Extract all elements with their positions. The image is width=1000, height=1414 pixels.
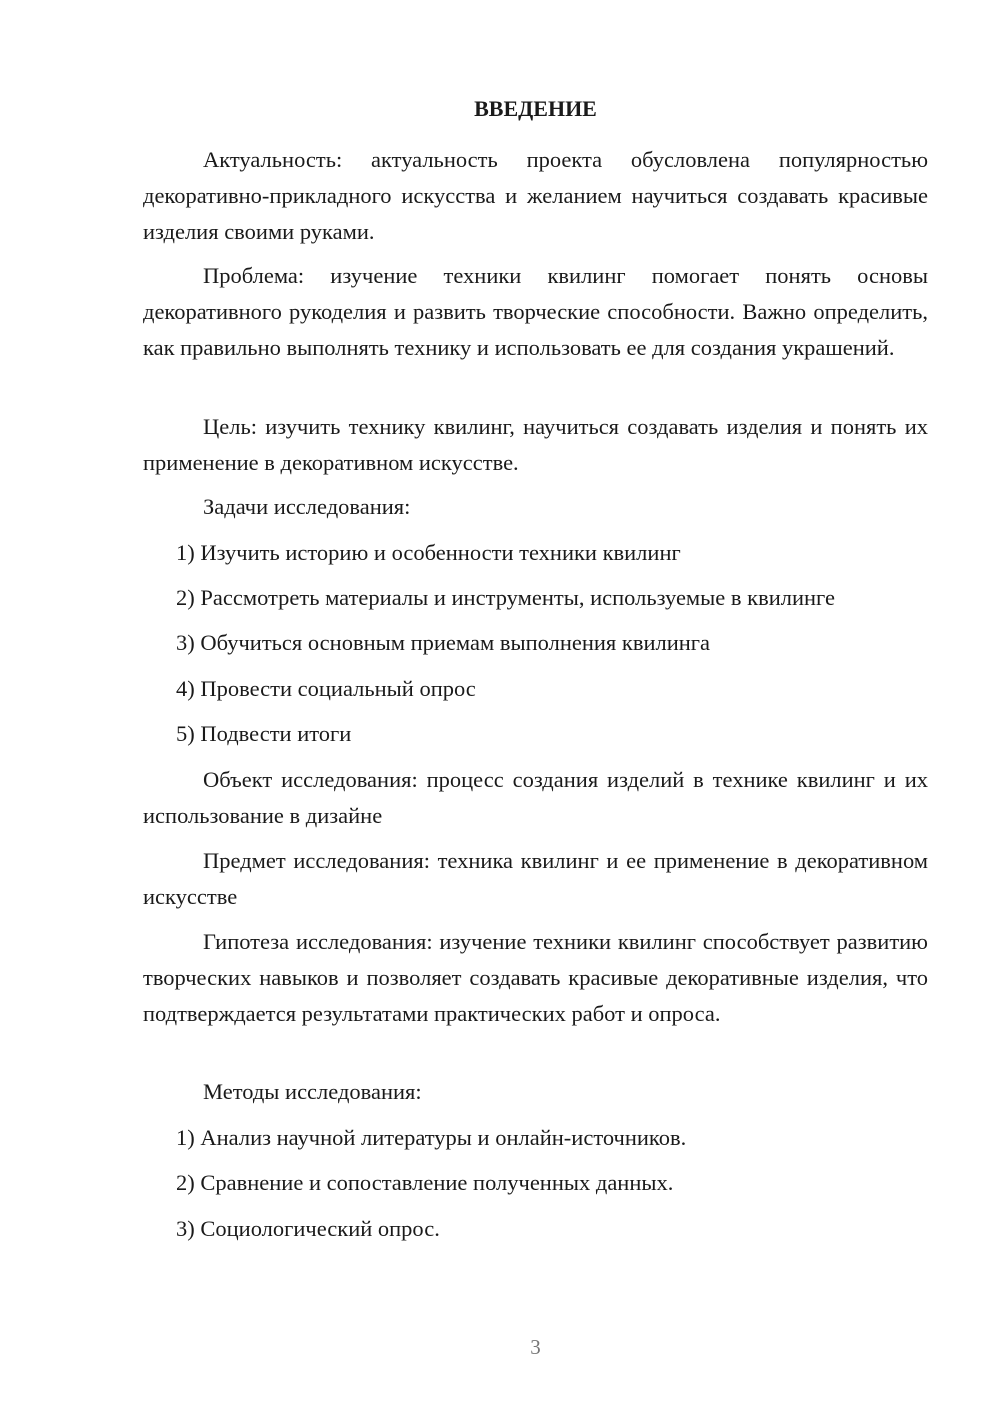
task-item: 5) Подвести итоги <box>176 721 352 746</box>
relevance-paragraph: Актуальность: актуальность проекта обусловлена популярностью декоративно-прикладного искусства и желанием научиться создавать красивые изделия своими руками. <box>143 147 928 244</box>
method-item: 1) Анализ научной литературы и онлайн-источников. <box>176 1125 687 1150</box>
page-number: 3 <box>530 1335 541 1359</box>
task-item: 1) Изучить историю и особенности техники квилинг <box>176 540 681 565</box>
object-paragraph: Объект исследования: процесс создания изделий в технике квилинг и их использование в дизайне <box>143 767 928 828</box>
task-item: 2) Рассмотреть материалы и инструменты, используемые в квилинге <box>176 585 835 610</box>
subject-paragraph: Предмет исследования: техника квилинг и ее применение в декоративном искусстве <box>143 848 928 909</box>
problem-paragraph: Проблема: изучение техники квилинг помогает понять основы декоративного рукоделия и развить творческие способности. Важно определить, как правильно выполнять технику и использовать ее для создания украшений. <box>143 263 928 360</box>
methods-heading: Методы исследования: <box>203 1079 422 1104</box>
method-item: 2) Сравнение и сопоставление полученных данных. <box>176 1170 674 1195</box>
tasks-heading: Задачи исследования: <box>203 494 411 519</box>
task-item: 4) Провести социальный опрос <box>176 676 476 701</box>
goal-paragraph: Цель: изучить технику квилинг, научиться создавать изделия и понять их применение в декоративном искусстве. <box>143 414 928 475</box>
method-item: 3) Социологический опрос. <box>176 1216 440 1241</box>
task-item: 3) Обучиться основным приемам выполнения квилинга <box>176 630 711 655</box>
document-page <box>143 0 928 1414</box>
hypothesis-paragraph: Гипотеза исследования: изучение техники квилинг способствует развитию творческих навыков и позволяет создавать красивые декоративные изделия, что подтверждается результатами практических работ и опроса. <box>143 929 928 1026</box>
page-title: ВВЕДЕНИЕ <box>474 96 597 121</box>
